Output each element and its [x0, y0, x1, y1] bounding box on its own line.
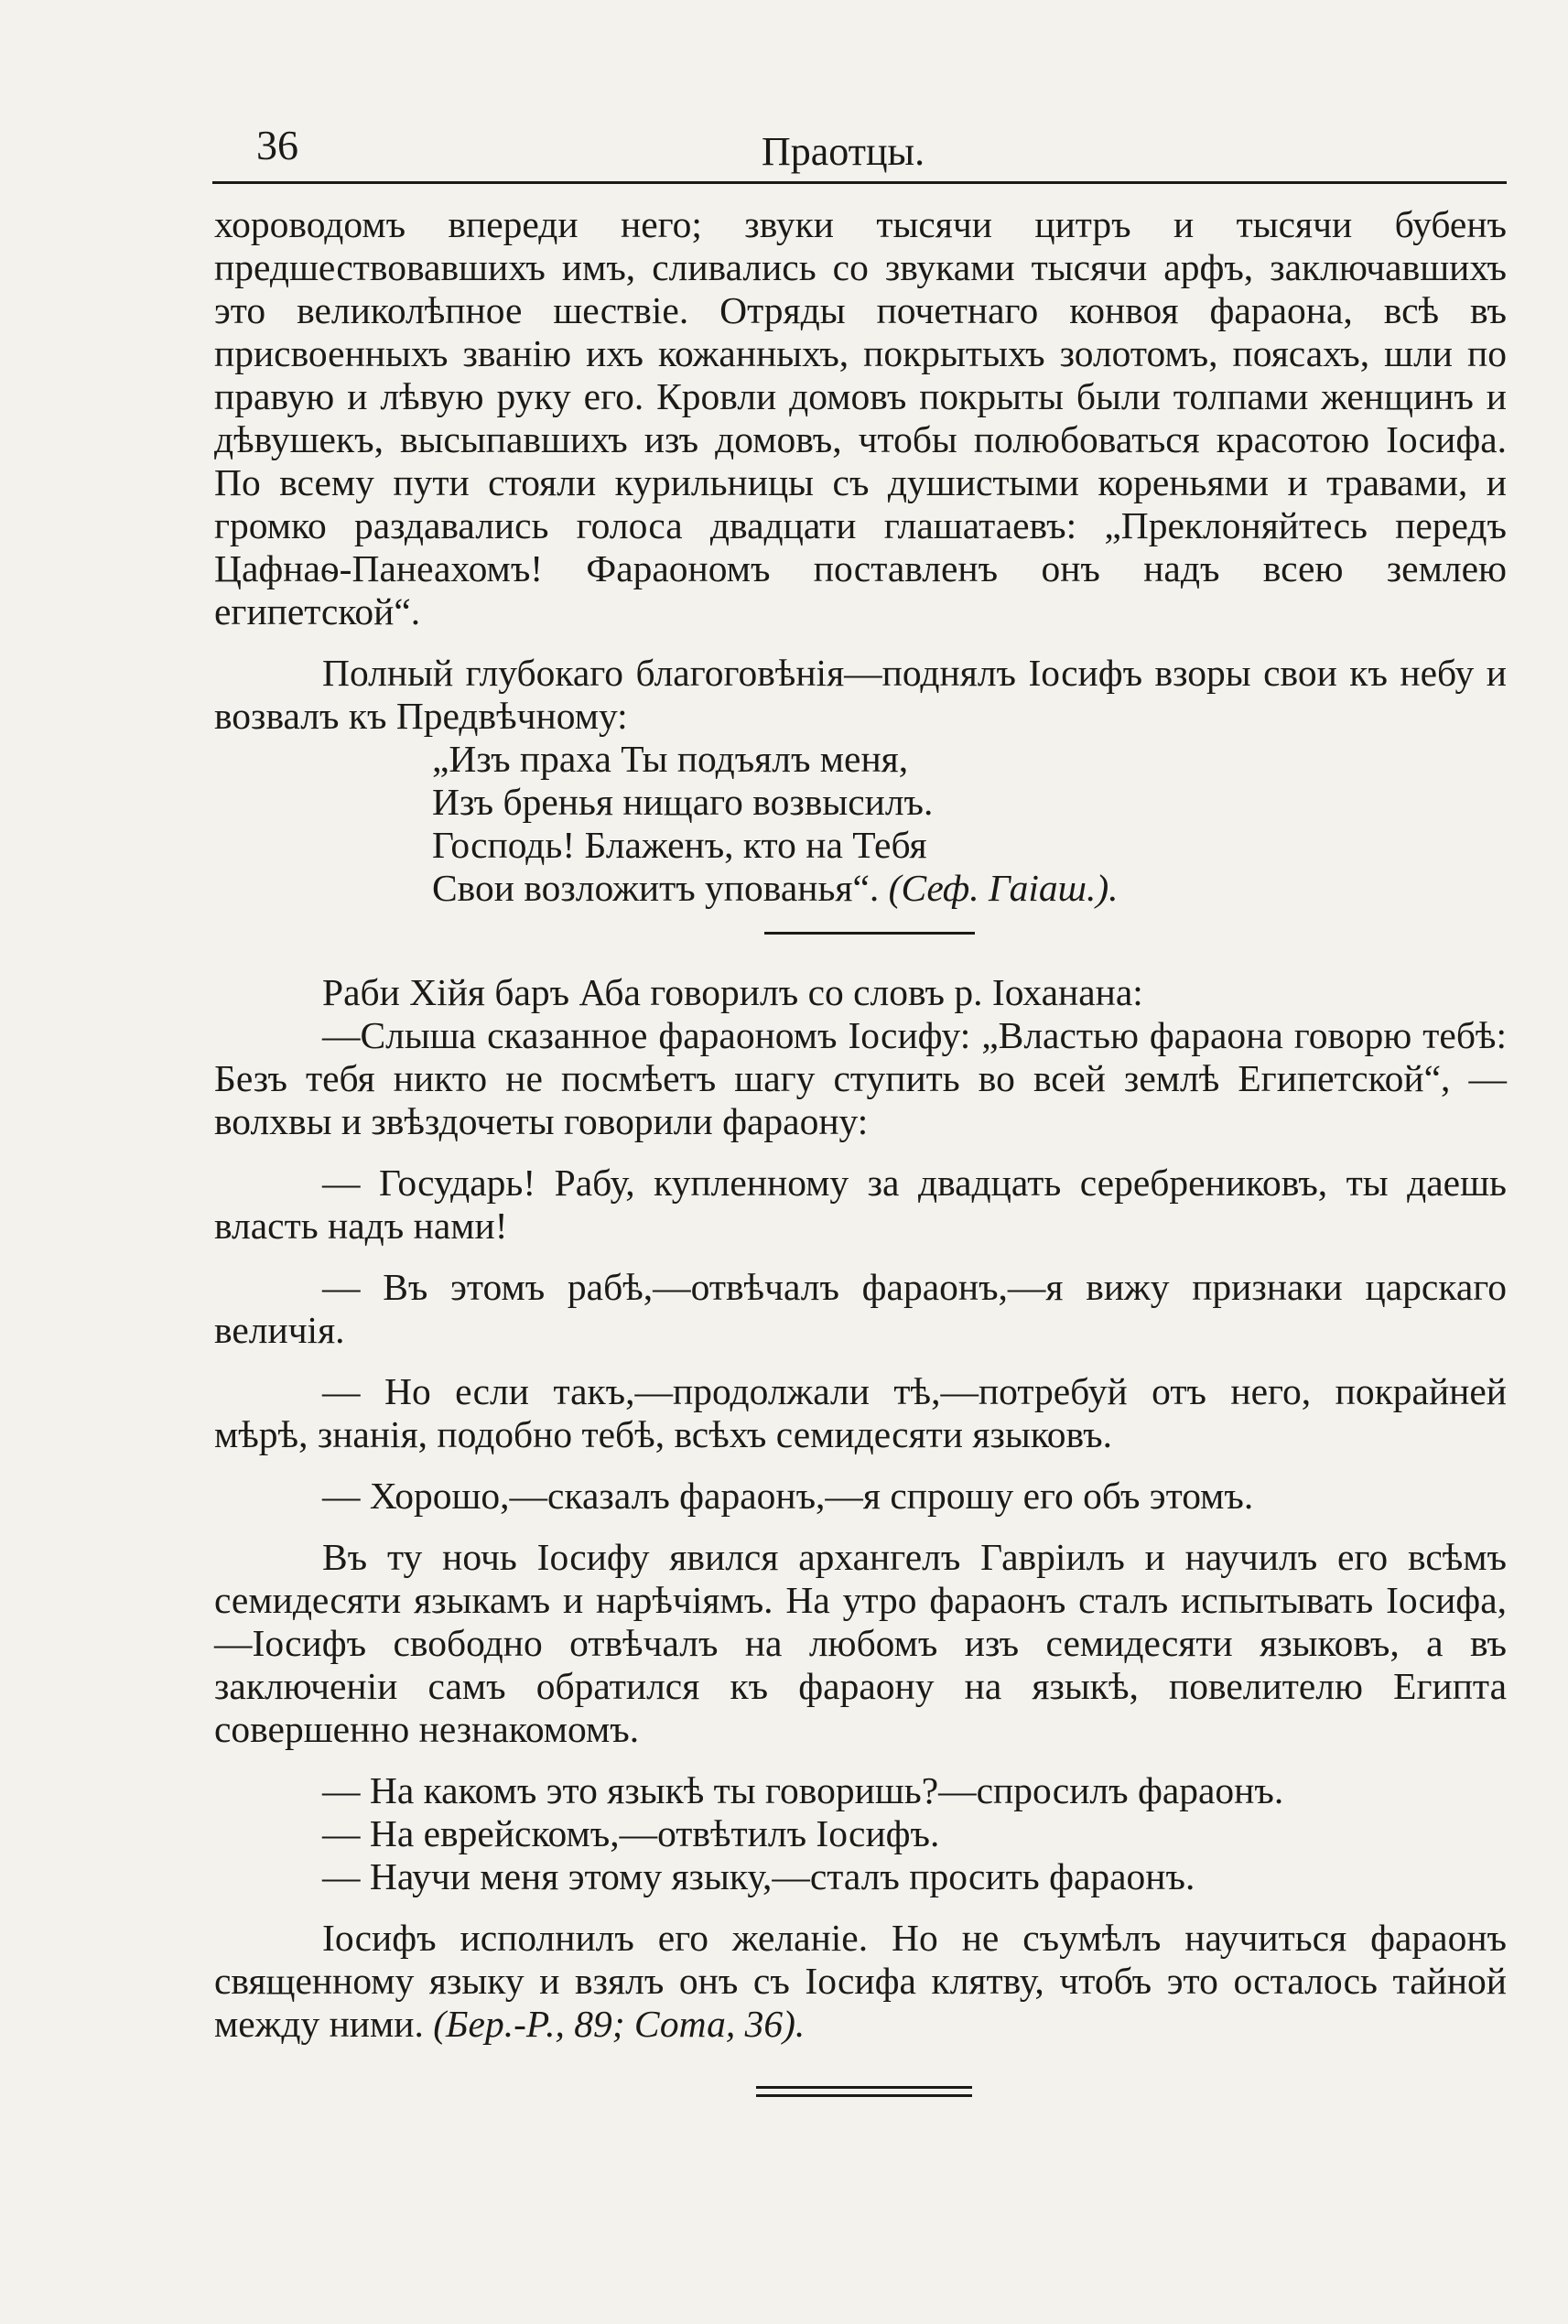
- paragraph-6: — Въ этомъ рабѣ,—отвѣчалъ фараонъ,—я вижу признаки царскаго величія.: [214, 1266, 1507, 1351]
- paragraph-5: — Государь! Рабу, купленному за двадцать серебрениковъ, ты даешь власть надъ нами!: [214, 1162, 1507, 1247]
- verse-block: [432, 738, 1507, 910]
- paragraph-9: Въ ту ночь Іосифу явился архангелъ Гавріилъ и научилъ его всѣмъ семидесяти языкамъ и нарѣчіямъ. На утро фараонъ сталъ испытывать Іосифа,—Іосифъ свободно отвѣчалъ на любомъ изъ семидесяти языковъ, а въ заключеніи самъ обратился къ фараону на языкѣ, повелителю Египта совершенно незнакомомъ.: [214, 1536, 1507, 1750]
- verse-line-3: Господь! Блаженъ, кто на Тебя: [432, 824, 927, 866]
- verse-line-4: [432, 867, 1507, 910]
- body-text: [214, 203, 1507, 2102]
- section-divider: [764, 932, 975, 935]
- paragraph-3: Раби Хійя баръ Аба говорилъ со словъ р. Іоханана:: [322, 971, 1143, 1013]
- paragraph-11: — На еврейскомъ,—отвѣтилъ Іосифъ.: [322, 1812, 940, 1854]
- paragraph-10: — На какомъ это языкѣ ты говоришь?—спросилъ фараонъ.: [322, 1769, 1284, 1811]
- paragraph-13-text: Іосифъ исполнилъ его желаніе. Но не съумѣлъ научиться фараонъ священному языку и взялъ онъ съ Іосифа клятву, чтобъ это осталось тайной между ними.: [214, 1917, 1507, 2045]
- verse-line-1: „Изъ праха Ты подъялъ меня,: [432, 738, 909, 780]
- running-title: Праотцы.: [762, 129, 925, 174]
- paragraph-1: хороводомъ впереди него; звуки тысячи цитръ и тысячи бубенъ предшествовавшихъ имъ, сливались со звуками тысячи арфъ, заключавшихъ это великолѣпное шествіе. Отряды почетнаго конвоя фараона, всѣ въ присвоенныхъ званію ихъ кожанныхъ, покрытыхъ золотомъ, поясахъ, шли по правую и лѣвую руку его. Кровли домовъ покрыты были толпами женщинъ и дѣвушекъ, высыпавшихъ изъ домовъ, чтобы полюбоваться красотою Іосифа. По всему пути стояли курильницы съ душистыми кореньями и травами, и громко раздавались голоса двадцати глашатаевъ: „Преклоняйтесь передъ Цафнаѳ-Панеахомъ! Фараономъ поставленъ онъ надъ всею землею египетской“.: [214, 203, 1507, 632]
- end-divider-line-1: [756, 2086, 972, 2089]
- verse-line-4-text: Свои возложитъ упованья“.: [432, 867, 880, 909]
- paragraph-7: — Но если такъ,—продолжали тѣ,—потребуй отъ него, покрайней мѣрѣ, знанія, подобно тебѣ, всѣхъ семидесяти языковъ.: [214, 1370, 1507, 1455]
- header-rule: [212, 181, 1507, 184]
- paragraph-8: — Хорошо,—сказалъ фараонъ,—я спрошу его объ этомъ.: [322, 1475, 1254, 1517]
- paragraph-2: Полный глубокаго благоговѣнія—поднялъ Іосифъ взоры свои къ небу и возвалъ къ Предвѣчному:: [214, 652, 1507, 737]
- verse-source: (Сеф. Гаіаш.).: [888, 867, 1119, 909]
- verse-line-2: Изъ бренья нищаго возвысилъ.: [432, 781, 934, 823]
- paragraph-13-source: (Бер.-Р., 89; Сота, 36).: [433, 2003, 806, 2045]
- page-header: [212, 121, 1507, 187]
- end-divider-line-2: [756, 2094, 972, 2097]
- paragraph-12: — Научи меня этому языку,—сталъ просить фараонъ.: [322, 1855, 1195, 1897]
- paragraph-4: —Слыша сказанное фараономъ Іосифу: „Властью фараона говорю тебѣ: Безъ тебя никто не посмѣетъ шагу ступить во всей землѣ Египетской“, — волхвы и звѣздочеты говорили фараону:: [214, 1014, 1507, 1142]
- page-number: 36: [256, 122, 298, 168]
- paragraph-13: [214, 1917, 1507, 2046]
- end-divider: [756, 2086, 972, 2097]
